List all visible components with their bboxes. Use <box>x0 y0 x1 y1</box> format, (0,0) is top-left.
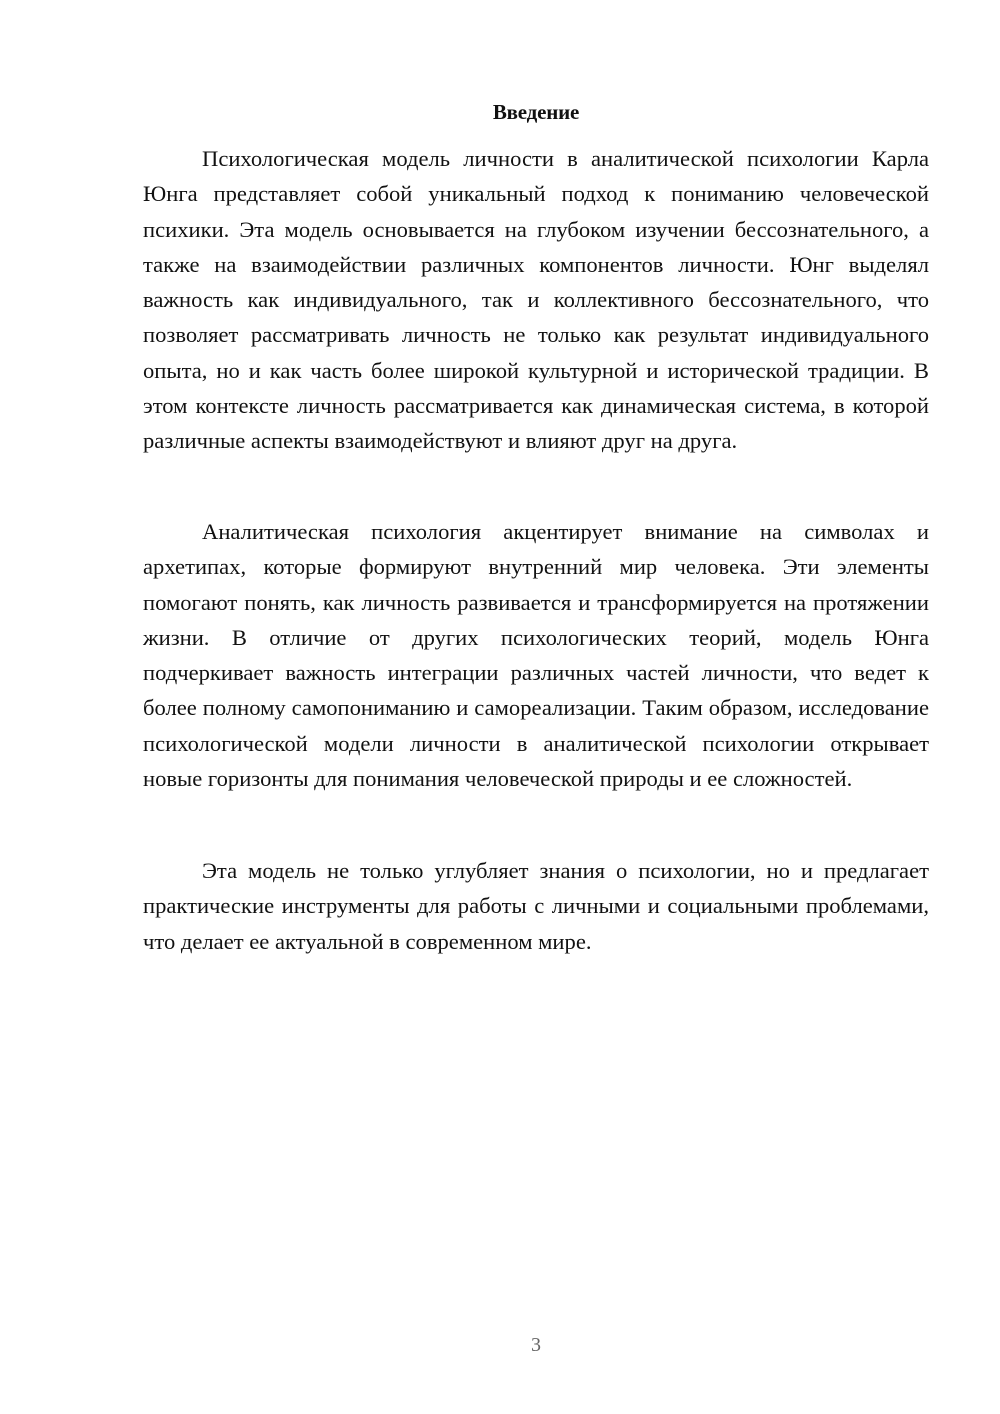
paragraph-2: Аналитическая психология акцентирует внимание на символах и архетипах, которые формируют внутренний мир человека. Эти элементы помогают понять, как личность развивается и трансформируется на протяжении жизни. В отличие от других психологических теорий, модель Юнга подчеркивает важность интеграции различных частей личности, что ведет к более полному самопониманию и самореализации. Таким образом, исследование психологической модели личности в аналитической психологии открывает новые горизонты для понимания человеческой природы и ее сложностей. <box>143 519 929 792</box>
page-title: Введение <box>492 100 580 124</box>
paragraph-1: Психологическая модель личности в аналитической психологии Карла Юнга представляет собой уникальный подход к пониманию человеческой психики. Эта модель основывается на глубоком изучении бессознательного, а также на взаимодействии различных компонентов личности. Юнг выделял важность как индивидуального, так и коллективного бессознательного, что позволяет рассматривать личность не только как результат индивидуального опыта, но и как часть более широкой культурной и исторической традиции. В этом контексте личность рассматривается как динамическая система, в которой различные аспекты взаимодействуют и влияют друг на друга. <box>143 146 929 454</box>
page-number: 3 <box>531 1334 541 1356</box>
paragraph-3: Эта модель не только углубляет знания о психологии, но и предлагает практические инструменты для работы с личными и социальными проблемами, что делает ее актуальной в современном мире. <box>143 858 929 954</box>
